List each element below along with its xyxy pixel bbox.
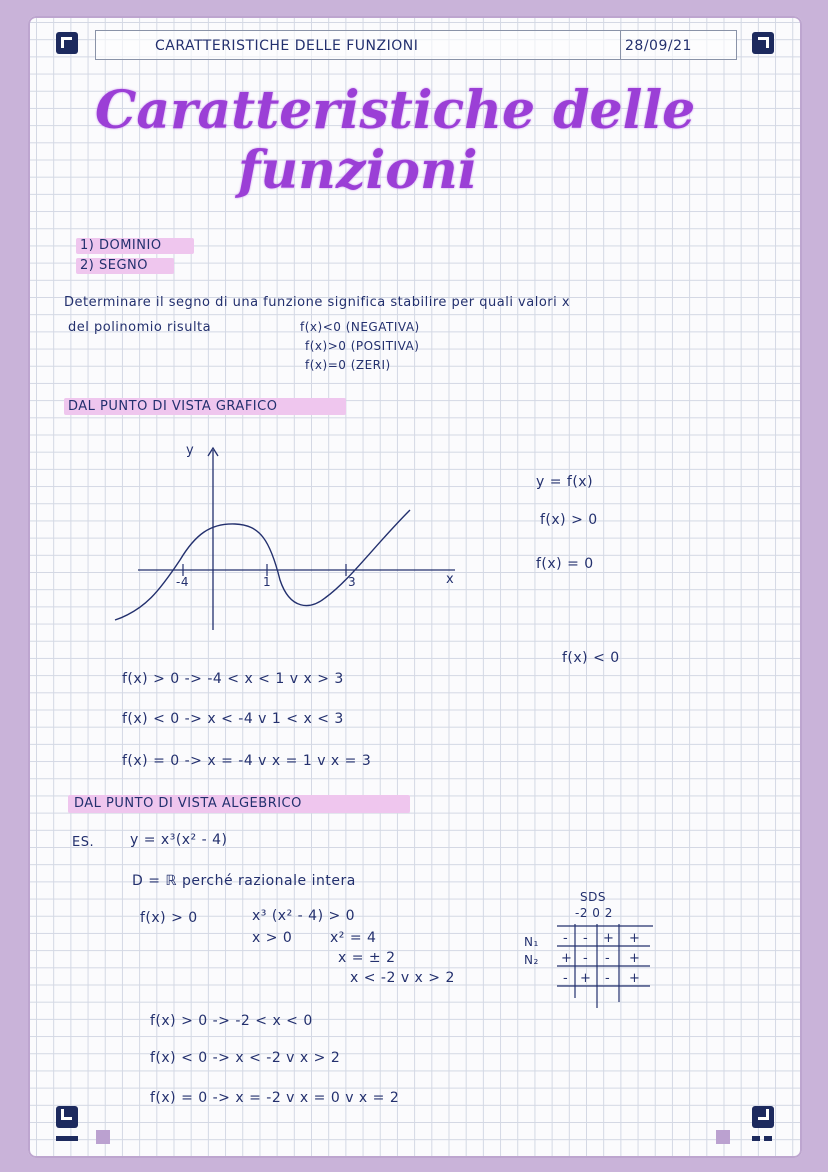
step: x³ (x² - 4) > 0 [252, 908, 356, 924]
sign-chart-row-label: N₁ [524, 935, 539, 949]
sign-chart-row-label: N₂ [524, 953, 539, 967]
sign-chart-title: SDS [580, 890, 606, 904]
algebraic-result: f(x) = 0 -> x = -2 v x = 0 v x = 2 [150, 1090, 400, 1106]
algebraic-result: f(x) < 0 -> x < -2 v x > 2 [150, 1050, 341, 1066]
step: x² = 4 [330, 930, 377, 946]
step: x < -2 v x > 2 [350, 970, 455, 986]
function-graph [110, 440, 470, 640]
sign-chart-grid [555, 920, 655, 1010]
page-title-line2: funzioni [238, 140, 478, 201]
graphic-result: f(x) > 0 -> -4 < x < 1 v x > 3 [122, 671, 344, 687]
graphic-result: f(x) < 0 -> x < -4 v 1 < x < 3 [122, 711, 344, 727]
side-note: f(x) > 0 [540, 512, 598, 528]
list-item: 1) DOMINIO [80, 238, 162, 253]
svg-text:+: + [629, 931, 640, 946]
side-note: f(x) = 0 [536, 556, 594, 572]
definition-text: del polinomio risulta [68, 320, 212, 335]
svg-text:+: + [629, 951, 640, 966]
section-heading-algebraic: DAL PUNTO DI VISTA ALGEBRICO [74, 796, 302, 811]
corner-bar-icon [752, 1136, 760, 1141]
example-label: ES. [72, 835, 95, 850]
page-title-line1: Caratteristiche delle [95, 80, 696, 141]
side-note: y = f(x) [536, 474, 594, 490]
example-equation: y = x³(x² - 4) [130, 832, 228, 848]
list-item: 2) SEGNO [80, 258, 148, 273]
corner-marker-icon [56, 1106, 78, 1128]
step: x > 0 [252, 930, 293, 946]
domain-text: D = ℝ perché razionale intera [132, 873, 356, 889]
algebraic-result: f(x) > 0 -> -2 < x < 0 [150, 1013, 313, 1029]
header-date: 28/09/21 [625, 38, 692, 54]
definition-text: Determinare il segno di una funzione significa stabilire per quali valori x [64, 295, 571, 310]
header-divider [620, 30, 621, 60]
svg-text:+: + [629, 971, 640, 986]
sign-chart-points: -2 0 2 [575, 906, 613, 920]
corner-marker-icon [752, 32, 774, 54]
svg-text:-: - [563, 971, 568, 986]
svg-text:+: + [603, 931, 614, 946]
graph-x-label: x [446, 572, 455, 587]
definition-case: f(x)=0 (ZERI) [305, 358, 391, 372]
graph-tick: -4 [176, 575, 189, 589]
section-heading-graphic: DAL PUNTO DI VISTA GRAFICO [68, 399, 278, 414]
svg-text:-: - [605, 951, 610, 966]
svg-text:-: - [563, 931, 568, 946]
header-topic: CARATTERISTICHE DELLE FUNZIONI [155, 38, 419, 54]
corner-marker-icon [56, 32, 78, 54]
corner-square-icon [96, 1130, 110, 1144]
corner-bar-icon [764, 1136, 772, 1141]
svg-text:-: - [605, 971, 610, 986]
svg-text:+: + [580, 971, 591, 986]
corner-bar-icon [56, 1136, 78, 1141]
graph-tick: 1 [263, 575, 272, 589]
graphic-result: f(x) = 0 -> x = -4 v x = 1 v x = 3 [122, 753, 372, 769]
svg-text:-: - [583, 931, 588, 946]
corner-square-icon [716, 1130, 730, 1144]
definition-case: f(x)>0 (POSITIVA) [305, 339, 420, 353]
graph-y-label: y [186, 443, 195, 458]
inequality-label: f(x) > 0 [140, 910, 198, 926]
corner-marker-icon [752, 1106, 774, 1128]
step: x = ± 2 [338, 950, 396, 966]
definition-case: f(x)<0 (NEGATIVA) [300, 320, 420, 334]
svg-text:+: + [561, 951, 572, 966]
svg-text:-: - [583, 951, 588, 966]
graph-tick: 3 [348, 575, 357, 589]
side-note: f(x) < 0 [562, 650, 620, 666]
